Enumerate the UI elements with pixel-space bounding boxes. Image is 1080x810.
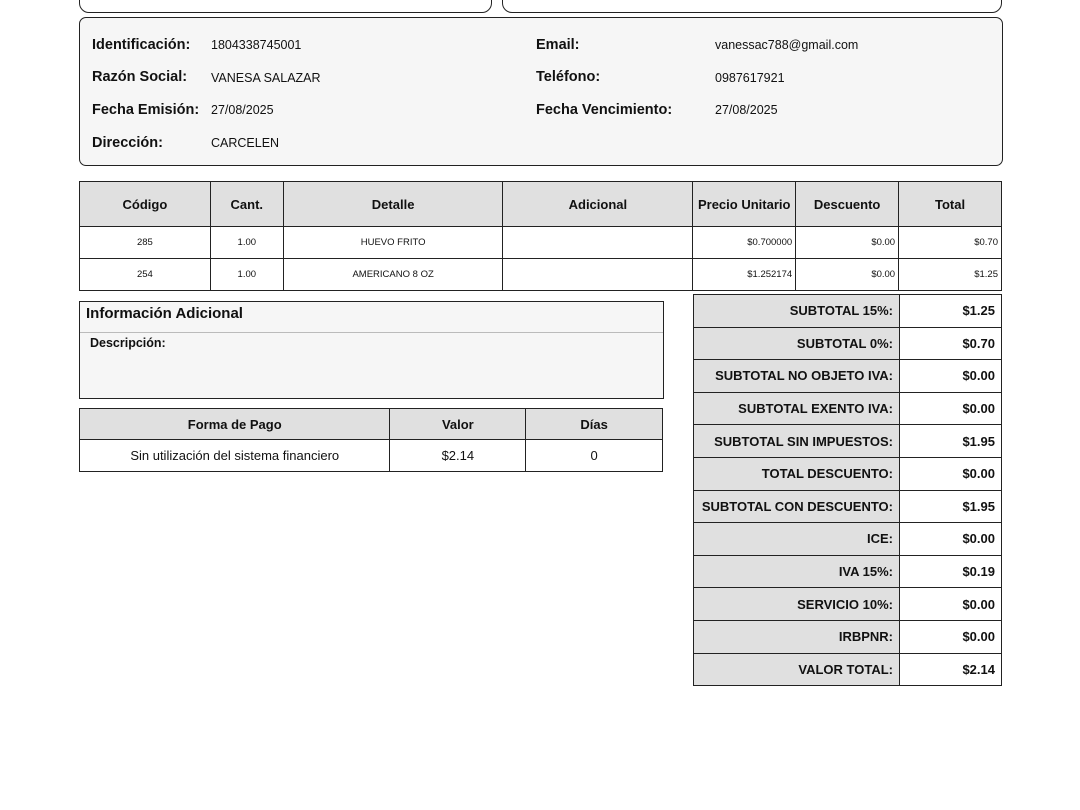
servicio-10-value: $0.00 [900, 588, 1002, 621]
totals-row [694, 295, 1002, 328]
irbpnr-value: $0.00 [900, 620, 1002, 653]
totals-row [694, 490, 1002, 523]
cell-descuento: $0.00 [796, 227, 899, 259]
cell-codigo: 285 [80, 227, 211, 259]
subtotal-no-objeto-label: SUBTOTAL NO OBJETO IVA: [694, 360, 900, 393]
iva-15-value: $0.19 [900, 555, 1002, 588]
cell-total: $1.25 [899, 259, 1002, 291]
irbpnr-label: IRBPNR: [694, 620, 900, 653]
col-detalle: Detalle [283, 182, 503, 227]
cell-detalle: AMERICANO 8 OZ [283, 259, 503, 291]
telefono-label: Teléfono: [536, 69, 601, 85]
col-codigo: Código [80, 182, 211, 227]
cell-adicional [503, 259, 693, 291]
cell-codigo: 254 [80, 259, 211, 291]
subtotal-exento-value: $0.00 [900, 392, 1002, 425]
payment-table [79, 408, 663, 472]
descripcion-label: Descripción: [90, 336, 166, 350]
ice-value: $0.00 [900, 523, 1002, 556]
totals-row [694, 327, 1002, 360]
invoice-header-box [502, 0, 1002, 13]
additional-info-box [79, 301, 664, 399]
payment-header-row [80, 409, 663, 440]
total-descuento-value: $0.00 [900, 457, 1002, 490]
cell-cantidad: 1.00 [210, 227, 283, 259]
totals-row [694, 457, 1002, 490]
subtotal-0-label: SUBTOTAL 0%: [694, 327, 900, 360]
cell-precio-unitario: $1.252174 [693, 259, 796, 291]
cell-forma-pago: Sin utilización del sistema financiero [80, 440, 390, 472]
subtotal-sin-impuestos-label: SUBTOTAL SIN IMPUESTOS: [694, 425, 900, 458]
direccion-value: CARCELEN [211, 136, 280, 150]
totals-row [694, 555, 1002, 588]
col-adicional: Adicional [503, 182, 693, 227]
items-header-row [80, 182, 1002, 227]
identificacion-value: 1804338745001 [211, 38, 302, 52]
subtotal-con-descuento-label: SUBTOTAL CON DESCUENTO: [694, 490, 900, 523]
razon-social-value: VANESA SALAZAR [211, 71, 321, 85]
payment-row [80, 440, 663, 472]
col-forma-pago: Forma de Pago [80, 409, 390, 440]
client-info-box [79, 17, 1003, 166]
valor-total-label: VALOR TOTAL: [694, 653, 900, 686]
subtotal-0-value: $0.70 [900, 327, 1002, 360]
razon-social-label: Razón Social: [92, 69, 188, 85]
totals-row [694, 588, 1002, 621]
totals-row [694, 425, 1002, 458]
cell-adicional [503, 227, 693, 259]
identificacion-label: Identificación: [92, 37, 191, 53]
col-total: Total [899, 182, 1002, 227]
totals-row [694, 392, 1002, 425]
col-precio-unitario: Precio Unitario [693, 182, 796, 227]
col-valor: Valor [390, 409, 526, 440]
fecha-emision-label: Fecha Emisión: [92, 102, 200, 118]
total-descuento-label: TOTAL DESCUENTO: [694, 457, 900, 490]
totals-table [693, 294, 1002, 686]
subtotal-con-descuento-value: $1.95 [900, 490, 1002, 523]
cell-total: $0.70 [899, 227, 1002, 259]
email-label: Email: [536, 37, 580, 53]
subtotal-sin-impuestos-value: $1.95 [900, 425, 1002, 458]
cell-cantidad: 1.00 [210, 259, 283, 291]
ice-label: ICE: [694, 523, 900, 556]
iva-15-label: IVA 15%: [694, 555, 900, 588]
subtotal-no-objeto-value: $0.00 [900, 360, 1002, 393]
table-row [80, 227, 1002, 259]
totals-row [694, 523, 1002, 556]
cell-valor: $2.14 [390, 440, 526, 472]
col-dias: Días [526, 409, 663, 440]
col-cantidad: Cant. [210, 182, 283, 227]
items-table [79, 181, 1002, 291]
issuer-box [79, 0, 492, 13]
cell-descuento: $0.00 [796, 259, 899, 291]
col-descuento: Descuento [796, 182, 899, 227]
additional-info-divider [80, 332, 663, 333]
table-row [80, 259, 1002, 291]
fecha-vencimiento-label: Fecha Vencimiento: [536, 102, 673, 118]
fecha-emision-value: 27/08/2025 [211, 103, 274, 117]
fecha-vencimiento-value: 27/08/2025 [715, 103, 778, 117]
cell-dias: 0 [526, 440, 663, 472]
totals-row [694, 360, 1002, 393]
direccion-label: Dirección: [92, 135, 163, 151]
subtotal-exento-label: SUBTOTAL EXENTO IVA: [694, 392, 900, 425]
subtotal-15-value: $1.25 [900, 295, 1002, 328]
totals-row [694, 620, 1002, 653]
totals-row [694, 653, 1002, 686]
subtotal-15-label: SUBTOTAL 15%: [694, 295, 900, 328]
telefono-value: 0987617921 [715, 71, 785, 85]
cell-precio-unitario: $0.700000 [693, 227, 796, 259]
email-value: vanessac788@gmail.com [715, 38, 859, 52]
valor-total-value: $2.14 [900, 653, 1002, 686]
cell-detalle: HUEVO FRITO [283, 227, 503, 259]
servicio-10-label: SERVICIO 10%: [694, 588, 900, 621]
additional-info-title: Información Adicional [86, 305, 243, 322]
